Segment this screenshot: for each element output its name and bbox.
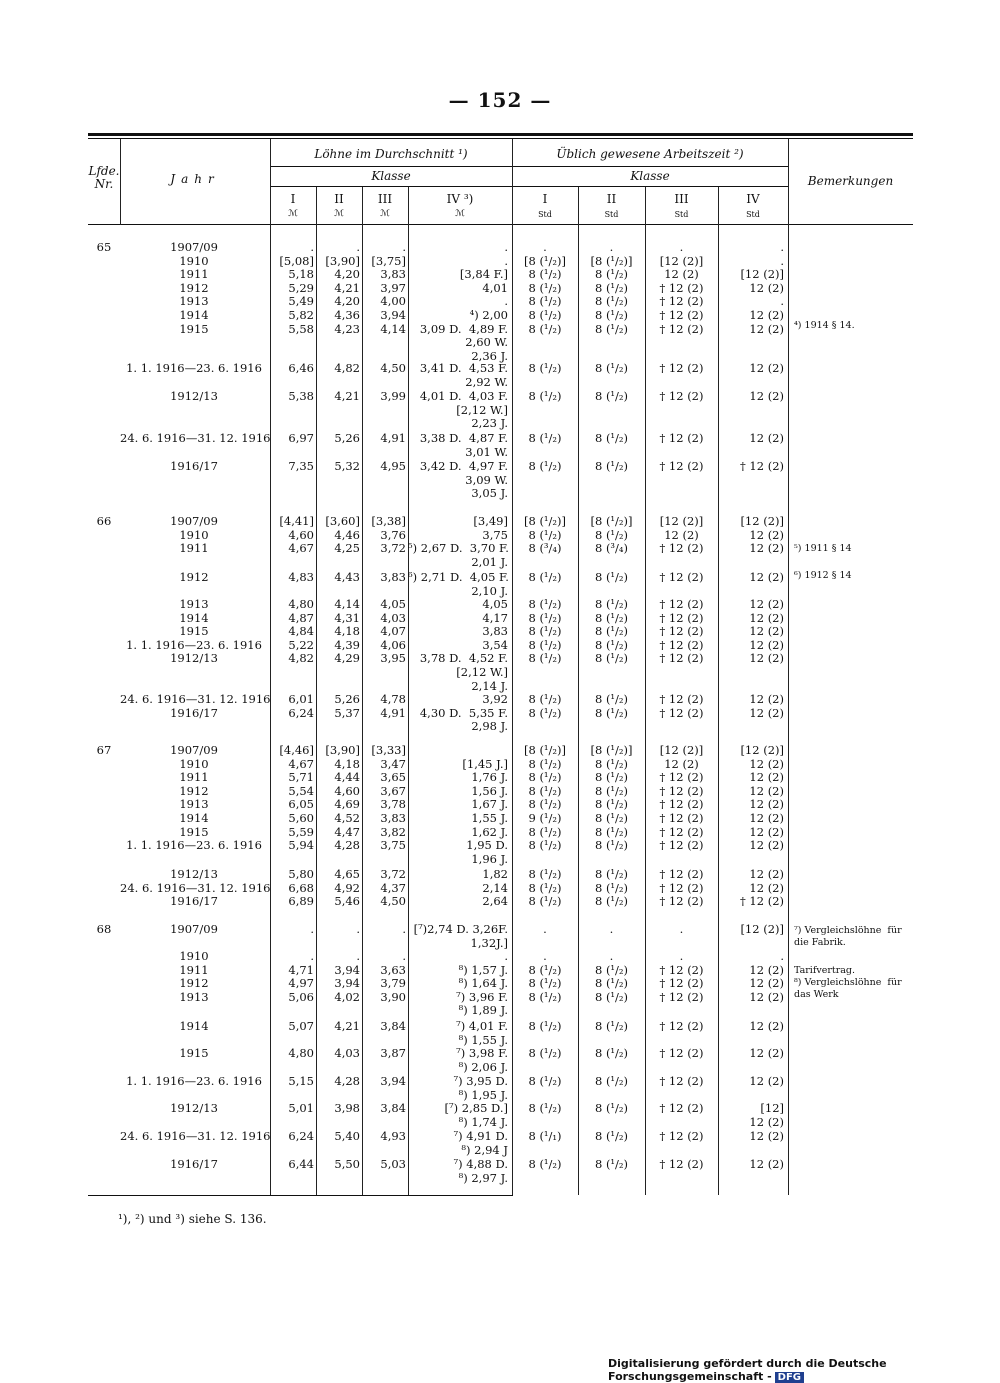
header-col-a2: II	[606, 192, 617, 206]
cell-l1: 5,15	[288, 1074, 314, 1088]
cell-a3: † 12 (2) † 12 (2) † 12 (2)	[659, 867, 704, 909]
cell-a2: [8 (¹/₂)] 8 (¹/₂) 8 (¹/₂) 8 (¹/₂) 8 (¹/₂) 8 (¹/₂) 8 (¹/₂) 8 (¹/₂)	[590, 743, 633, 853]
cell-a2: 8 (¹/₂)	[594, 1046, 629, 1060]
cell-a1: 8 (¹/₂) 8 (¹/₂) 8 (¹/₂) 8 (¹/₂) 8 (¹/₂)	[528, 597, 562, 666]
cell-a3: † 12 (2)	[659, 1129, 704, 1143]
cell-a3: † 12 (2)	[659, 570, 704, 584]
cell-a3: [12 (2)] 12 (2) † 12 (2)	[659, 514, 704, 556]
cell-l4: . . [3,84 F.] 4,01 . ⁴) 2,00 3,09 D. 4,89 F. 2,60 W. 2,36 J.	[419, 240, 508, 363]
cell-a1: 8 (¹/₂)	[528, 1074, 562, 1088]
cell-l4: ⁷) 3,95 D. ⁸) 1,95 J.	[453, 1074, 508, 1102]
remark: ⁴) 1914 § 14.	[794, 320, 855, 331]
cell-jahr: 1914	[179, 1019, 209, 1033]
cell-a3: † 12 (2) † 12 (2) † 12 (2) † 12 (2) † 12 (2)	[659, 597, 704, 666]
cell-a3: . [12 (2)] 12 (2) † 12 (2) † 12 (2) † 12 (2) † 12 (2)	[659, 240, 704, 336]
cell-l3: 4,93	[380, 1129, 406, 1143]
header-bemerkungen: Bemerkungen	[807, 174, 894, 188]
cell-l3: 4,05 4,03 4,07 4,06 3,95	[380, 597, 406, 666]
cell-jahr: 24. 6. 1916—31. 12. 1916 1916/17	[120, 692, 271, 720]
header-col-a4: IV	[746, 192, 760, 206]
cell-jahr: 1910 1911 1912 1913	[179, 949, 209, 1004]
col-line-a4	[718, 187, 719, 1195]
cell-a2: . 8 (¹/₂) 8 (¹/₂) 8 (¹/₂)	[594, 949, 629, 1004]
cell-a1: 8 (¹/₂)	[528, 1046, 562, 1060]
cell-l1: 6,24	[288, 1129, 314, 1143]
header-arbeitszeit: Üblich gewesene Arbeitszeit ²)	[556, 147, 744, 161]
cell-l1: 6,97	[288, 431, 314, 445]
cell-jahr: 24. 6. 1916—31. 12. 1916	[120, 1129, 271, 1143]
cell-a1: .	[543, 922, 547, 936]
cell-a4: 12 (2)	[749, 570, 784, 584]
cell-a4: . 12 (2) 12 (2) 12 (2)	[749, 949, 784, 1004]
cell-l1: 6,44	[288, 1157, 314, 1171]
header-unit-l1: ℳ	[288, 209, 298, 219]
col-line-bemerkungen	[788, 139, 789, 1195]
dfg-credit-text: Digitalisierung gefördert durch die Deutsche Forschungsgemeinschaft -	[608, 1357, 887, 1383]
cell-l1: 4,80 4,87 4,84 5,22 4,82	[288, 597, 314, 666]
cell-l3: . [3,75] 3,83 3,97 4,00 3,94 4,14	[371, 240, 406, 336]
cell-l2: 4,14 4,31 4,18 4,39 4,29	[334, 597, 360, 666]
cell-a4: 12 (2) 12 (2)	[749, 692, 784, 720]
cell-l2: 4,65 4,92 5,46	[334, 867, 360, 909]
cell-a4: 12 (2)	[749, 1019, 784, 1033]
cell-a4: 12 (2)	[749, 1046, 784, 1060]
cell-l2: 5,26	[334, 431, 360, 445]
cell-a3: † 12 (2)	[659, 1046, 704, 1060]
header-col-l3: III	[377, 192, 393, 206]
table-bottom-rule	[88, 1195, 513, 1196]
cell-a4: . . [12 (2)] 12 (2) . 12 (2) 12 (2)	[740, 240, 784, 336]
cell-l1: 4,83	[288, 570, 314, 584]
cell-l4: ⁷) 4,88 D. ⁸) 2,97 J.	[453, 1157, 508, 1185]
cell-a2: .	[609, 922, 614, 936]
cell-l3: .	[402, 922, 406, 936]
cell-a4: 12 (2)	[749, 1129, 784, 1143]
cell-nr: 68	[96, 922, 112, 936]
cell-l3: 3,87	[380, 1046, 406, 1060]
cell-l4: [3,49] 3,75 ⁵) 2,67 D. 3,70 F. 2,01 J.	[408, 514, 509, 569]
cell-a1: 8 (¹/₂)	[528, 361, 562, 375]
cell-l1: 4,80	[288, 1046, 314, 1060]
header-unit-a1: Std	[538, 210, 552, 219]
col-line-l2	[316, 187, 317, 1195]
header-klasse-arbeitszeit: Klasse	[630, 169, 670, 183]
cell-l2: 4,03	[334, 1046, 360, 1060]
cell-a1: 8 (¹/₂) 8 (¹/₂) 8 (¹/₂)	[528, 867, 562, 909]
header-klasse-loehne: Klasse	[371, 169, 411, 183]
cell-l1: 6,01 6,24	[288, 692, 314, 720]
header-unit-a4: Std	[746, 210, 760, 219]
cell-jahr: 1912/13	[170, 389, 218, 403]
cell-l4: ⁷) 4,91 D. ⁸) 2,94 J	[453, 1129, 508, 1157]
cell-a2: 8 (¹/₂) 8 (¹/₂) 8 (¹/₂)	[594, 867, 629, 909]
cell-l1: 6,46	[288, 361, 314, 375]
klasse-rule-arbeitszeit	[512, 186, 788, 187]
cell-l4: ⁶) 2,71 D. 4,05 F. 2,10 J.	[408, 570, 509, 598]
cell-a3: † 12 (2)	[659, 389, 704, 403]
cell-a4: 12 (2)	[749, 389, 784, 403]
cell-l3: 4,91	[380, 431, 406, 445]
cell-jahr: 1913 1914 1915 1. 1. 1916—23. 6. 1916 1912/13	[126, 597, 262, 666]
header-unit-l3: ℳ	[380, 209, 390, 219]
cell-jahr: 1916/17	[170, 459, 218, 473]
cell-l2: [3,90] 4,18 4,44 4,60 4,69 4,52 4,47 4,28	[325, 743, 360, 853]
cell-l4: [1,45 J.] 1,76 J. 1,56 J. 1,67 J. 1,55 J. 1,62 J. 1,95 D. 1,96 J.	[462, 756, 508, 866]
cell-a2: 8 (¹/₂) 8 (¹/₂) 8 (¹/₂) 8 (¹/₂) 8 (¹/₂)	[594, 597, 629, 666]
cell-a3: † 12 (2)	[659, 1101, 704, 1115]
cell-jahr: 1907/09 1910 1911	[170, 514, 218, 556]
cell-a1: 8 (¹/₂)	[528, 459, 562, 473]
cell-a2: 8 (¹/₂)	[594, 361, 629, 375]
cell-l3: . 3,63 3,79 3,90	[380, 949, 406, 1004]
cell-a2: 8 (¹/₂)	[594, 431, 629, 445]
cell-l3: 3,84	[380, 1019, 406, 1033]
cell-l2: 4,43	[334, 570, 360, 584]
cell-jahr: 1912	[179, 570, 209, 584]
cell-a3: .	[679, 922, 684, 936]
remark: ⁶) 1912 § 14	[794, 570, 852, 581]
col-line-a3	[645, 187, 646, 1195]
header-unit-l2: ℳ	[334, 209, 344, 219]
cell-l3: 3,99	[380, 389, 406, 403]
cell-a3: † 12 (2)	[659, 459, 704, 473]
cell-l1: 7,35	[288, 459, 314, 473]
dfg-logo: DFG	[775, 1372, 804, 1383]
header-unit-l4: ℳ	[455, 209, 465, 219]
cell-a1: [8 (¹/₂)] 8 (¹/₂) 8 (¹/₂) 8 (¹/₂) 8 (¹/₂) 9 (¹/₂) 8 (¹/₂) 8 (¹/₂)	[523, 743, 566, 853]
subheader-rule-loehne	[270, 166, 512, 167]
cell-a3: † 12 (2)	[659, 1157, 704, 1171]
cell-l3: 3,83	[380, 570, 406, 584]
cell-l3: 4,78 4,91	[380, 692, 406, 720]
header-col-l4: IV ³)	[446, 192, 474, 206]
cell-l3: 4,95	[380, 459, 406, 473]
cell-jahr: 1. 1. 1916—23. 6. 1916	[126, 1074, 262, 1088]
table-top-rule	[88, 133, 913, 136]
cell-a2: 8 (¹/₂)	[594, 1157, 629, 1171]
remark: ⁷) Vergleichslöhne für die Fabrik.	[794, 925, 908, 948]
cell-l2: 5,32	[334, 459, 360, 473]
cell-l1: [4,46] 4,67 5,71 5,54 6,05 5,60 5,59 5,94	[279, 743, 314, 853]
header-col-a1: I	[542, 192, 548, 206]
cell-jahr: 1912/13	[170, 1101, 218, 1115]
header-unit-a3: Std	[674, 210, 689, 219]
cell-a4: [12 (2)] 12 (2) 12 (2)	[740, 514, 784, 556]
cell-a4: [12 (2)] 12 (2) 12 (2) 12 (2) 12 (2) 12 (2) 12 (2) 12 (2)	[740, 743, 784, 853]
cell-l3: 3,94	[380, 1074, 406, 1088]
cell-l3: [3,33] 3,47 3,65 3,67 3,78 3,83 3,82 3,75	[371, 743, 406, 853]
cell-l3: 4,50	[380, 361, 406, 375]
cell-l2: [3,60] 4,46 4,25	[325, 514, 360, 556]
remark: ⁵) 1911 § 14	[794, 543, 852, 554]
cell-l4: . ⁸) 1,57 J. ⁸) 1,64 J. ⁷) 3,96 F. ⁸) 1,89 J.	[456, 949, 508, 1018]
cell-l2: 5,26 5,37	[334, 692, 360, 720]
page-number: — 152 —	[448, 88, 552, 112]
cell-a2: 8 (¹/₂)	[594, 1074, 629, 1088]
cell-a1: 8 (¹/₂)	[528, 1157, 562, 1171]
cell-a4: 12 (2) 12 (2) 12 (2) 12 (2) 12 (2)	[749, 597, 784, 666]
cell-a1: 8 (¹/₂)	[528, 431, 562, 445]
cell-l1: . [5,08] 5,18 5,29 5,49 5,82 5,58	[279, 240, 314, 336]
cell-l1: .	[310, 922, 314, 936]
cell-l1: . 4,71 4,97 5,06	[288, 949, 314, 1004]
cell-l2: . [3,90] 4,20 4,21 4,20 4,36 4,23	[325, 240, 360, 336]
header-jahr: Jahr	[170, 172, 220, 186]
cell-a1: 8 (¹/₂)	[528, 570, 562, 584]
cell-a2: 8 (¹/₂)	[594, 459, 629, 473]
cell-a4: [12] 12 (2)	[749, 1101, 784, 1129]
cell-l4: 4,05 4,17 3,83 3,54 3,78 D. 4,52 F. [2,12 W.] 2,14 J.	[419, 597, 508, 693]
cell-l2: 5,40	[334, 1129, 360, 1143]
cell-a3: † 12 (2) † 12 (2)	[659, 692, 704, 720]
cell-a1: . [8 (¹/₂)] 8 (¹/₂) 8 (¹/₂) 8 (¹/₂) 8 (¹/₂) 8 (¹/₂)	[523, 240, 566, 336]
cell-l4: 3,92 4,30 D. 5,35 F. 2,98 J.	[419, 692, 508, 734]
cell-jahr: 1916/17	[170, 1157, 218, 1171]
cell-jahr: 1907/09 1910 1911 1912 1913 1914 1915 1. 1. 1916—23. 6. 1916	[126, 743, 262, 853]
cell-l1: 5,01	[288, 1101, 314, 1115]
cell-a3: † 12 (2)	[659, 431, 704, 445]
cell-a4: 12 (2) 12 (2) † 12 (2)	[740, 867, 784, 909]
header-col-a3: III	[674, 192, 689, 206]
cell-a3: † 12 (2)	[659, 361, 704, 375]
cell-l4: [⁷) 2,85 D.] ⁸) 1,74 J.	[444, 1101, 508, 1129]
cell-l1: [4,41] 4,60 4,67	[279, 514, 314, 556]
cell-l4: 3,38 D. 4,87 F. 3,01 W.	[419, 431, 508, 459]
cell-a1: . 8 (¹/₂) 8 (¹/₂) 8 (¹/₂)	[528, 949, 562, 1004]
header-col-l1: I	[290, 192, 296, 206]
cell-a4: 12 (2)	[749, 431, 784, 445]
cell-l4: 1,82 2,14 2,64	[482, 867, 508, 909]
header-loehne: Löhne im Durchschnitt ¹)	[314, 147, 468, 161]
cell-l4: 3,42 D. 4,97 F. 3,09 W. 3,05 J.	[419, 459, 508, 501]
cell-a2: 8 (¹/₂)	[594, 1129, 629, 1143]
cell-l3: 5,03	[380, 1157, 406, 1171]
cell-l2: 4,28	[334, 1074, 360, 1088]
cell-a4: 12 (2)	[749, 361, 784, 375]
cell-nr: 66	[96, 514, 112, 528]
cell-a4: 12 (2)	[749, 1157, 784, 1171]
cell-l4: 4,01 D. 4,03 F. [2,12 W.] 2,23 J.	[419, 389, 508, 431]
cell-l4: 3,41 D. 4,53 F. 2,92 W.	[419, 361, 508, 389]
cell-jahr: 1915	[179, 1046, 209, 1060]
cell-a1: 8 (¹/₂)	[528, 1019, 562, 1033]
cell-a2: 8 (¹/₂)	[594, 389, 629, 403]
cell-a1: 8 (¹/₂) 8 (¹/₂)	[528, 692, 562, 720]
subheader-rule-arbeitszeit	[512, 166, 788, 167]
klasse-rule-loehne	[270, 186, 512, 187]
header-lfd: Lfde. Nr.	[88, 164, 120, 191]
cell-l3: 3,72 4,37 4,50	[380, 867, 406, 909]
cell-a2: . [8 (¹/₂)] 8 (¹/₂) 8 (¹/₂) 8 (¹/₂) 8 (¹/₂) 8 (¹/₂)	[590, 240, 633, 336]
cell-a1: 8 (¹/₂)	[528, 389, 562, 403]
header-bottom-rule	[88, 224, 913, 225]
cell-a1: [8 (¹/₂)] 8 (¹/₂) 8 (³/₄)	[523, 514, 566, 556]
cell-l2: 4,21	[334, 1019, 360, 1033]
cell-jahr: 1907/09	[170, 922, 218, 936]
cell-l1: 5,38	[288, 389, 314, 403]
cell-l2: 4,21	[334, 389, 360, 403]
header-unit-a2: Std	[604, 210, 619, 219]
header-col-l2: II	[334, 192, 344, 206]
table-top-rule-thin	[88, 138, 913, 139]
cell-a3: . † 12 (2) † 12 (2) † 12 (2)	[659, 949, 704, 1004]
cell-jahr: 1912/13 24. 6. 1916—31. 12. 1916 1916/17	[120, 867, 271, 909]
cell-a2: 8 (¹/₂)	[594, 1101, 629, 1115]
cell-a3: † 12 (2)	[659, 1074, 704, 1088]
cell-l1: 5,07	[288, 1019, 314, 1033]
footnote: ¹), ²) und ³) siehe S. 136.	[118, 1212, 267, 1226]
cell-jahr: 1. 1. 1916—23. 6. 1916	[126, 361, 262, 375]
cell-a2: 8 (¹/₂) 8 (¹/₂)	[594, 692, 629, 720]
cell-l4: ⁷) 3,98 F. ⁸) 2,06 J.	[456, 1046, 508, 1074]
cell-l2: .	[356, 922, 360, 936]
cell-a1: 8 (¹/₂)	[528, 1101, 562, 1115]
cell-a2: 8 (¹/₂)	[594, 570, 629, 584]
cell-a2: [8 (¹/₂)] 8 (¹/₂) 8 (³/₄)	[590, 514, 633, 556]
cell-l2: 4,82	[334, 361, 360, 375]
cell-l3: [3,38] 3,76 3,72	[371, 514, 406, 556]
cell-l4: [⁷)2,74 D. 3,26F. 1,32J.]	[413, 922, 508, 950]
cell-a1: 8 (¹/₁)	[528, 1129, 562, 1143]
cell-nr: 67	[96, 743, 112, 757]
col-line-a2	[578, 187, 579, 1195]
cell-jahr: 24. 6. 1916—31. 12. 1916	[120, 431, 271, 445]
cell-l2: 5,50	[334, 1157, 360, 1171]
cell-a3: [12 (2)] 12 (2) † 12 (2) † 12 (2) † 12 (2) † 12 (2) † 12 (2) † 12 (2)	[659, 743, 704, 853]
cell-nr: 65	[96, 240, 112, 254]
remark: Tarifvertrag. ⁸) Vergleichslöhne für das Werk	[794, 965, 902, 1000]
cell-l4: ⁷) 4,01 F. ⁸) 1,55 J.	[456, 1019, 508, 1047]
dfg-credit	[608, 1357, 1000, 1383]
cell-l1: 5,80 6,68 6,89	[288, 867, 314, 909]
col-line-l3	[362, 187, 363, 1195]
cell-l3: 3,84	[380, 1101, 406, 1115]
cell-jahr: 1907/09 1910 1911 1912 1913 1914 1915	[170, 240, 218, 336]
cell-l2: . 3,94 3,94 4,02	[334, 949, 360, 1004]
cell-a3: † 12 (2)	[659, 1019, 704, 1033]
cell-l2: 3,98	[334, 1101, 360, 1115]
cell-a2: 8 (¹/₂)	[594, 1019, 629, 1033]
cell-a4: 12 (2)	[749, 1074, 784, 1088]
cell-a4: † 12 (2)	[740, 459, 784, 473]
cell-a4: [12 (2)]	[740, 922, 784, 936]
